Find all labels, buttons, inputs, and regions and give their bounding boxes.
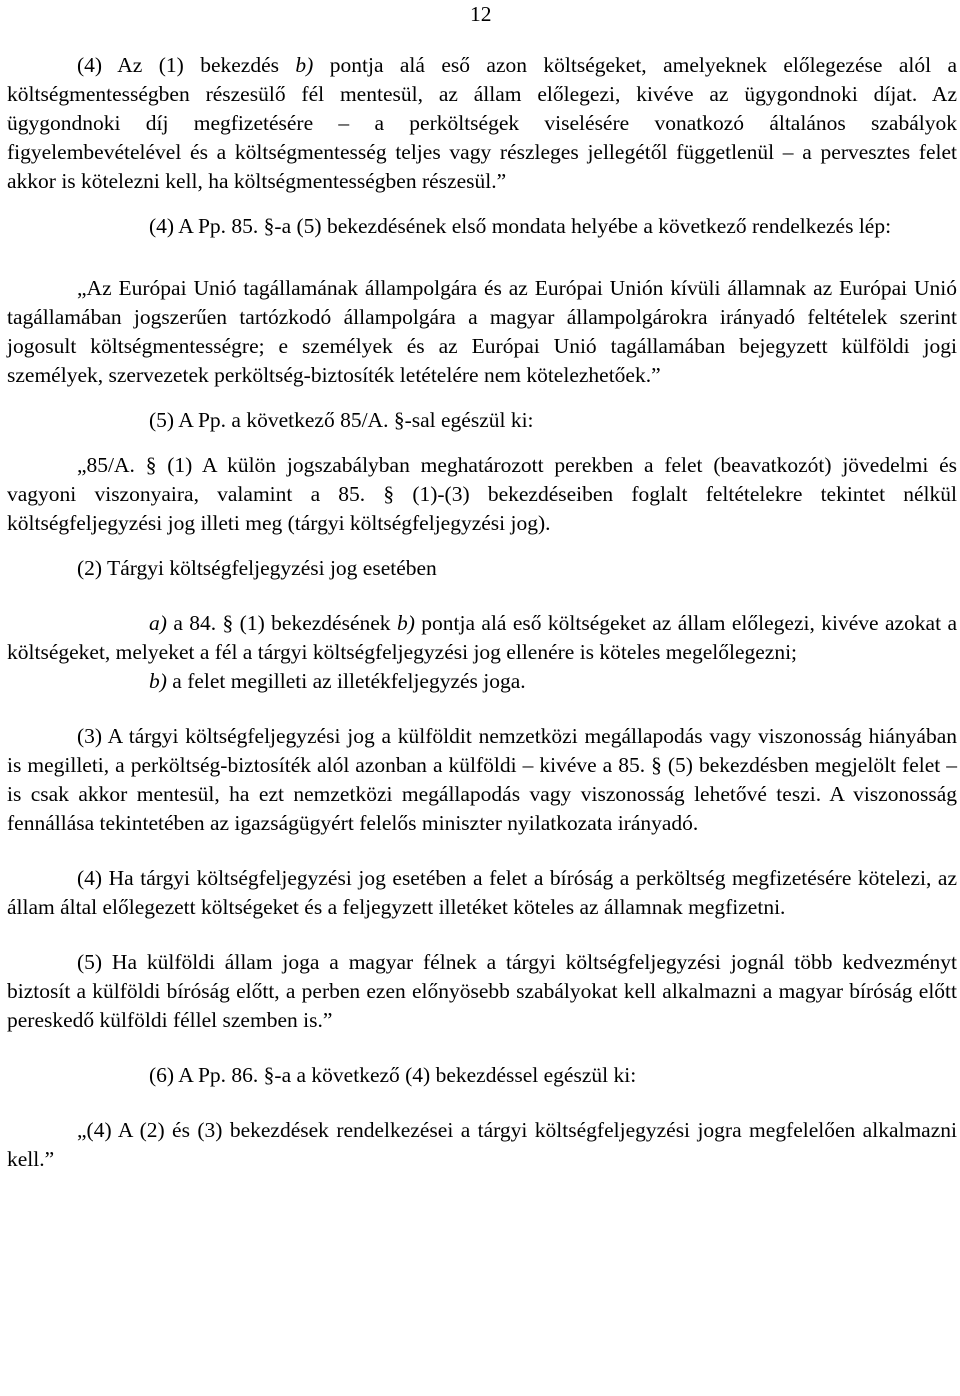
paragraph-amend-5: (5) A Pp. a következő 85/A. §-sal egészül ki: [149,408,534,432]
section-85a-2: (2) Tárgyi költségfeljegyzési jog esetében [77,556,437,580]
document-body [7,51,957,1174]
section-85a-3: (3) A tárgyi költségfeljegyzési jog a külföldit nemzetközi megállapodás vagy viszonosság hiányában is megilleti, a perköltség-biztosíték alól azonban a külföldi – kivéve a 85. § (5) bekezdésben megjelölt felet – is csak akkor mentesül, ha ezt nemzetközi megállapodás vagy viszonosság lehetővé teszi. A viszonosság fennállása tekintetében az igazságügyért felelős miniszter nyilatkozata irányadó. [7,724,957,835]
page-number: 12 [470,2,492,26]
paragraph-amend-6: (6) A Pp. 86. §-a a következő (4) bekezdéssel egészül ki: [149,1063,637,1087]
section-86-4: „(4) A (2) és (3) bekezdések rendelkezései a tárgyi költségfeljegyzési jogra megfelelően alkalmazni kell.” [7,1118,957,1171]
section-85a-4: (4) Ha tárgyi költségfeljegyzési jog esetében a felet a bíróság a perköltség megfizetésére kötelezi, az állam által előlegezett költségeket és a feljegyzett illetéket köteles az államnak megfizetni. [7,866,957,919]
paragraph-amend-4: (4) A Pp. 85. §-a (5) bekezdésének első mondata helyébe a következő rendelkezés lép: [149,214,892,238]
quoted-provision: „Az Európai Unió tagállamának állampolgára és az Európai Unión kívüli államnak az Európai Unió tagállamában jogszerűen tartózkodó állampolgára a magyar állampolgárokra irányadó feltételek szerint jogosult költségmentességre; e személyek és az Európai Unió tagállamában bejegyzett külföldi jogi személyek, szervezetek perköltség-biztosíték letételére nem kötelezhetőek.” [7,276,957,387]
section-85a-1: „85/A. § (1) A külön jogszabályban meghatározott perekben a felet (beavatkozót) jövedelmi és vagyoni viszonyaira, valamint a 85. § (1)-(3) bekezdéseiben foglalt feltételekre tekintet nélkül költségfeljegyzési jog illeti meg (tárgyi költségfeljegyzési jog). [7,453,957,535]
section-85a-5: (5) Ha külföldi állam joga a magyar félnek a tárgyi költségfeljegyzési jognál több kedvezményt biztosít a külföldi bíróság előtt, a perben ezen előnyösebb szabályokat kell alkalmazni a magyar bíróság előtt pereskedő külföldi féllel szemben is.” [7,950,957,1032]
paragraph-4: (4) Az (1) bekezdés b) pontja alá eső azon költségeket, amelyeknek előlegezése alól a költségmentességben részesülő fél mentesül, az állam előlegezi, kivéve az ügygondnoki díjat. Az ügygondnoki díj megfizetésére – a perköltségek viselésére vonatkozó általános szabályok figyelembevételével és a költségmentesség teljes vagy részleges jellegétől függetlenül – a pervesztes felet akkor is kötelezni kell, ha költségmentességben részesül.” [7,53,957,193]
point-a: a) a 84. § (1) bekezdésének b) pontja alá eső költségeket az állam előlegezi, kivéve azokat a költségeket, melyeket a fél a tárgyi költségfeljegyzési jog ellenére is köteles megelőlegezni; [7,611,957,664]
point-b: b) a felet megilleti az illetékfeljegyzés joga. [149,669,526,693]
